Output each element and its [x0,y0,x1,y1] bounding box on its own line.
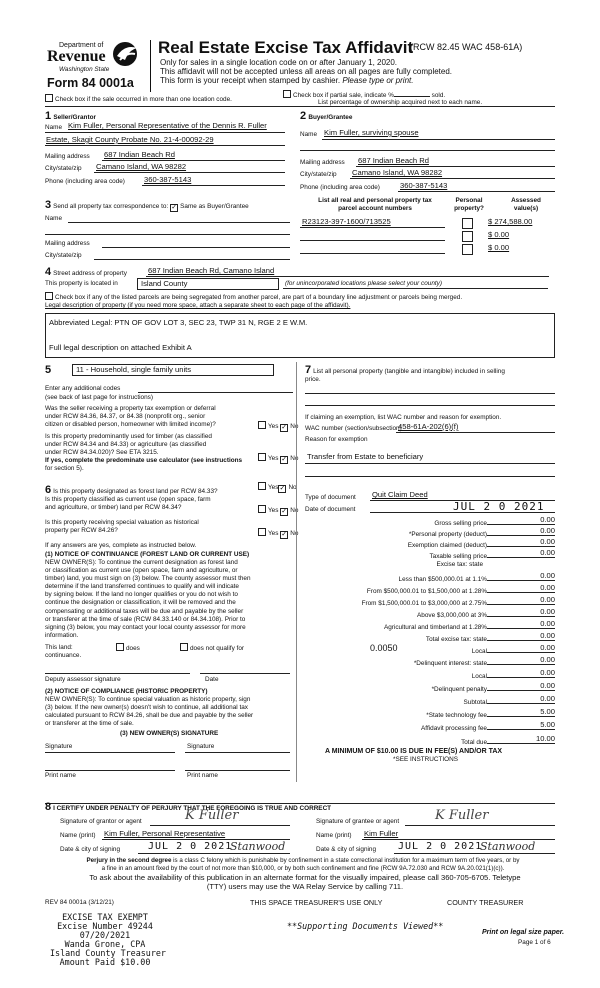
sec3-text: Send all property tax correspondence to: [53,203,169,210]
grantee-city[interactable]: Stanwood [480,840,536,853]
dept-label: Department of [59,42,104,49]
calc-label: Excise tax: state [436,561,483,568]
calc-value[interactable]: 0.00 [540,668,555,677]
doc-type-value[interactable]: Quit Claim Deed [372,490,428,499]
q1-yes-no[interactable] [258,421,298,432]
assessed-value-1[interactable]: $ 274,588.00 [488,217,533,226]
calc-label: Agricultural and timberland at 1.28% [383,624,487,631]
current-use-question [45,496,211,512]
calc-value[interactable]: 0.00 [540,607,555,616]
forest-yes-checkbox[interactable] [258,482,266,490]
n2-line: NEW OWNER(S): To continue special valuation as historic property, sign [45,696,251,703]
q2-line-a: Is this property predominantly used for timber (as classified [45,433,212,440]
buyer-mail-value[interactable]: 687 Indian Beach Rd [358,156,429,165]
q1-line-b: under RCW 84.36, 84.37, or 84.38 (nonprofit org., senior [45,413,206,420]
tax-calculation [305,516,555,781]
parcel-col-line1: List all real and personal property tax [318,197,432,204]
notice-continuance-title: (1) NOTICE OF CONTINUANCE (FOREST LAND OR CURRENT USE) [45,551,250,558]
historic-yes-no[interactable] [258,528,298,539]
exemption-reason-value[interactable]: Transfer from Estate to beneficiary [307,452,424,461]
seller-name-label: Name [45,124,63,131]
personal-property-checkbox-1[interactable] [462,218,473,229]
grantor-date-stamp[interactable]: JUL 2 0 2021 [148,841,233,852]
calc-tech-fee [305,708,555,720]
land-does-not-option[interactable] [180,643,244,653]
assessed-column-header [500,197,552,213]
calc-label: *State technology fee [426,712,487,719]
segregated-checkbox[interactable] [45,292,53,300]
personal-col-line2: property? [454,205,484,212]
see-instructions: *SEE INSTRUCTIONS [393,756,458,763]
calc-delinq-penalty [305,682,555,694]
calc-label: Exemption claimed (deduct) [407,542,487,549]
stamp-line: Wanda Grone, CPA [64,939,146,949]
land-does-checkbox[interactable] [116,643,124,651]
seller-phone-value[interactable]: 360-387-5143 [144,175,192,184]
seller-city-label: City/state/zip [45,165,82,172]
n1-line: compensating or additional taxes will be due and payable by the seller [45,607,244,615]
buyer-name-label: Name [300,131,318,138]
grantee-date-stamp[interactable]: JUL 2 0 2021 [398,841,483,852]
current-use-yes-no[interactable] [258,505,298,516]
stamp-line: EXCISE TAX EXEMPT [62,912,148,922]
partial-list-note: List percentage of ownership acquired next to each name. [318,99,483,106]
section-2-heading: 2 Buyer/Grantee [300,110,353,122]
forest-no-checkbox[interactable]: ✓ [279,485,286,492]
q1-yes-checkbox[interactable] [258,421,266,429]
supporting-docs-stamp: **Supporting Documents Viewed** [287,921,444,931]
legal-paper-note: Print on legal size paper. [482,929,565,936]
perjury-bold: Perjury in the second degree [86,857,172,864]
calc-value[interactable]: 0.00 [540,631,555,640]
page-number: Page 1 of 6 [518,939,551,946]
grantor-signature-label: Signature of grantor or agent [60,818,142,825]
calc-value[interactable]: 0.00 [540,681,555,690]
q2-yes-no[interactable] [258,453,298,464]
n1-line: or transferer at the time of sale (RCW 84.33.140 or 84.34.108). Prior to [45,615,246,623]
calc-value[interactable]: 5.00 [540,720,555,729]
sec3-city-label: City/state/zip [45,252,82,259]
n1-line: NEW OWNER(S): To continue the current designation as forest land [45,559,238,566]
access-line-2: (TTY) users may use the WA Relay Service by calling 711. [206,881,404,891]
calc-label: Taxable selling price [429,553,487,560]
same-as-buyer-checkbox[interactable]: ✓ [171,204,178,211]
historic-yes-label: Yes [268,530,279,537]
calc-processing-fee [305,721,555,733]
wac-label: WAC number (section/subsection) [305,425,402,432]
doc-type-label: Type of document [305,494,356,501]
treasurer-stamp [50,912,166,967]
multi-location-checkbox-row[interactable] [45,94,232,104]
codes-note: (see back of last page for instructions) [45,394,153,401]
section-5-heading: 5 [45,364,52,376]
calc-label: Affidavit processing fee [421,725,487,732]
parcel-number[interactable]: R23123-397-1600/713525 [302,217,391,226]
calc-label: Gross selling price [434,520,487,527]
personal-property-checkbox-2[interactable] [462,231,473,242]
assessed-value-3[interactable]: $ 0.00 [488,243,510,252]
owner-print-name-2: Print name [187,772,218,779]
q2-line-b: under RCW 84.34 and 84.33) or agriculture (as classified [45,441,207,448]
timber-question [45,433,242,473]
header-divider [150,40,151,92]
calc-tier-2 [305,584,555,596]
unincorporated-note: (for unincorporated locations please select your county) [285,280,443,287]
n1-line: information. [45,631,79,639]
calc-value[interactable]: 10.00 [535,734,555,743]
section-4-heading: 4 Street address of property [45,266,127,278]
personal-col-line1: Personal [455,197,483,204]
revision-label: REV 84 0001a (3/12/21) [45,899,114,906]
calc-label: Total excise tax: state [425,636,487,643]
calc-value[interactable]: 0.00 [540,694,555,703]
calc-value[interactable]: 5.00 [540,707,555,716]
seller-name-value[interactable]: Kim Fuller, Personal Representative of the Dennis R. Fuller [68,121,267,130]
q1-yes-label: Yes [268,423,279,430]
land-does-not-checkbox[interactable] [180,643,188,651]
n1-line: determine if the land transferred continues to qualify and will indicate [45,583,239,591]
doc-date-label: Date of document [305,506,356,513]
personal-property-checkbox-3[interactable] [462,244,473,255]
current-use-no-checkbox[interactable]: ✓ [281,508,288,515]
notice-compliance-body [45,696,253,728]
notice-continuance-body [45,559,251,640]
calc-ag [305,620,555,632]
minimum-due-notice: A MINIMUM OF $10.00 IS DUE IN FEE(S) AND/OR TAX [325,748,503,755]
personal-column-header [451,197,487,213]
washington-state-label: Washington State [59,66,110,73]
sec7-text: List all personal property (tangible and intangible) included in selling [313,368,505,375]
county-treasurer-label: COUNTY TREASURER [447,898,524,907]
historic-no-label: No [290,530,299,537]
n2-line: or transferer at the time of sale. [45,720,134,728]
calc-label: From $500,000.01 to $1,500,000 at 1.28% [366,588,487,595]
stamp-line: Excise Number 49244 [57,921,153,931]
calc-tier-1 [305,572,555,584]
land-does-not-label: does not qualify for [190,645,244,652]
assessed-value-2[interactable]: $ 0.00 [488,230,510,239]
calc-value[interactable]: 0.00 [540,515,555,524]
calc-delinq-interest-local [305,669,555,681]
form-number: Form 84 0001a [47,76,134,90]
calc-total-due [305,735,555,747]
located-in-label: This property is located in [45,280,118,287]
stamp-line: 07/20/2021 [79,930,131,940]
q2-yes-label: Yes [268,455,279,462]
calc-value[interactable]: 0.00 [540,595,555,604]
assessed-col-line2: value(s) [513,205,539,212]
n1-line: by signing below. If the land no longer qualifies or you do not wish to [45,591,238,599]
owner-signature-label-2: Signature [187,743,215,750]
calc-subtotal [305,695,555,707]
sec7-text-2: price. [305,376,321,383]
calc-tier-3 [295,596,555,608]
section-6-q1: 6 Is this property designated as forest land per RCW 84.33? [45,484,218,496]
calc-value[interactable]: 0.00 [540,655,555,664]
buyer-phone-label: Phone (including area code) [300,184,380,191]
calc-value[interactable]: 0.00 [540,619,555,628]
seller-city-value[interactable]: Camano Island, WA 98282 [96,162,187,171]
sec3-name-label: Name [45,215,63,222]
seller-label: Seller/Grantor [53,114,96,121]
segregated-label: Check box if any of the listed parcels are being segregated from another parcel, are part of a boundary line adjustment or parcels being merged. [55,294,463,301]
calc-excise-state-heading [436,561,483,569]
n1-line: or classification as current use (open space, farm and agriculture, or [45,567,238,575]
form-title: Real Estate Excise Tax Affidavit [158,38,414,57]
buyer-city-label: City/state/zip [300,171,337,178]
parcel-column-header [300,197,450,213]
q2-yes-checkbox[interactable] [258,453,266,461]
deputy-signature-label: Deputy assessor signature [45,676,121,683]
calc-label: Total due [461,739,487,746]
certify-statement: I CERTIFY UNDER PENALTY OF PERJURY THAT THE FOREGOING IS TRUE AND CORRECT [53,805,332,812]
exemption-reason-label: Reason for exemption [305,436,368,443]
q-historic-a: Is this property receiving special valuation as historical [45,519,199,526]
wac-value[interactable]: 458-61A-202(6)(f) [398,422,459,431]
section-3-heading: 3 Send all property tax correspondence to: ✓ Same as Buyer/Grantee [45,199,249,211]
calc-total-state [305,632,555,644]
street-label: Street address of property [53,270,127,277]
seller-name-value-2[interactable]: Estate, Skagit County Probate No. 21-4-00092-29 [46,135,214,144]
calc-value[interactable]: 0.00 [540,583,555,592]
q2-line-c: under RCW 84.34.020)? See ETA 3215. [45,449,159,456]
q2-no-label: No [290,455,299,462]
land-does-label: does [126,645,140,652]
grantor-city[interactable]: Stanwood [230,840,286,853]
instruction-line-2: This affidavit will not be accepted unless all areas on all pages are fully completed. [160,67,453,76]
calc-label: Local [471,648,487,655]
stamp-line: Island County Treasurer [50,948,166,958]
grantee-name-label: Name (print) [316,832,352,839]
instruction-line-3 [160,76,413,85]
partial-sale-label: Check box if partial sale, indicate % [293,92,394,99]
perjury-text-2: a fine in an amount fixed by the court of not more than $10,000, or by both such confinement and fine (RCW 9A.72.030 and RCW 9A.20.021(1)(c)). [101,864,505,872]
deputy-date-label: Date [205,676,219,683]
q1-no-checkbox[interactable]: ✓ [281,424,288,431]
q-current-use-a: Is this property classified as current use (open space, farm [45,496,211,503]
calc-label: *Delinquent interest: state [413,660,487,667]
rcw-reference: (RCW 82.45 WAC 458-61A) [410,42,523,52]
land-use-select[interactable] [72,364,274,376]
n1-line: signing (3) below, you may contact your local county assessor for more [45,623,246,631]
historic-no-checkbox[interactable]: ✓ [281,531,288,538]
accessibility-notice [40,874,570,891]
grantor-date-label: Date & city of signing [60,846,121,853]
grantee-signature[interactable]: K Fuller [435,808,489,823]
q2-line-e: for section 5). [45,465,84,472]
q2-no-checkbox[interactable]: ✓ [281,456,288,463]
perjury-notice [38,857,568,872]
grantor-name-label: Name (print) [60,832,96,839]
yes-instructions: If any answers are yes, complete as instructed below. [45,542,197,549]
buyer-mail-label: Mailing address [300,159,345,166]
calc-label: Subtotal [463,699,487,706]
stamp-line: Amount Paid $10.00 [59,957,151,967]
calc-label: From $1,500,000.01 to $3,000,000 at 2.75% [361,600,487,607]
revenue-wordmark: Revenue [47,48,106,65]
property-street[interactable]: 687 Indian Beach Rd, Camano Island [148,266,275,275]
access-line-1: To ask about the availability of this publication in an alternate format for the visually impaired, please call 360-705-6705. Teletype [89,873,521,882]
n1-line: timber) land, you must sign on (3) below. The county assessor must then [45,575,251,583]
calc-taxable [305,549,555,561]
county-select[interactable] [137,278,279,290]
seller-mail-value[interactable]: 687 Indian Beach Rd [104,150,175,159]
calc-local [305,644,555,656]
grantor-name[interactable]: Kim Fuller, Personal Representative [104,829,226,838]
seller-mail-label: Mailing address [45,153,90,160]
calc-label: Local [471,673,487,680]
doc-date-stamp[interactable]: JUL 2 0 2021 [453,500,545,513]
calc-value[interactable]: 0.00 [540,643,555,652]
grantee-date-label: Date & city of signing [316,846,377,853]
section-8-heading: 8 I CERTIFY UNDER PENALTY OF PERJURY THAT THE FOREGOING IS TRUE AND CORRECT [45,801,332,813]
county-select-value: Island County [141,279,188,288]
land-does-option[interactable] [116,643,140,653]
q1-no-label: No [290,423,299,430]
exemption-question [45,405,216,429]
owner-print-name-1: Print name [45,772,76,779]
legal-description-1: Abbreviated Legal: PTN OF GOV LOT 3, SEC 23, TWP 31 N, RGE 2 E W.M. [49,318,308,327]
n2-line: (3) below. If the new owner(s) doesn't wish to continue, all additional tax [45,704,248,712]
same-as-buyer-label: Same as Buyer/Grantee [180,203,249,210]
owner-signature-label-1: Signature [45,743,73,750]
instruction-line-3-italic: Please type or print. [342,76,414,85]
dor-swirl-icon [111,40,143,68]
notice-compliance-title: (2) NOTICE OF COMPLIANCE (HISTORIC PROPERTY) [45,688,208,695]
calc-label: *Delinquent penalty [431,686,487,693]
multi-location-label: Check box if the sale occurred in more than one location code. [55,96,232,103]
calc-delinq-interest-state [305,656,555,668]
forest-yes-label: Yes [268,484,279,491]
legal-description-2: Full legal description on attached Exhibit A [49,343,192,352]
current-use-no-label: No [290,507,299,514]
multi-location-checkbox[interactable] [45,94,53,102]
q-current-use-b: and agriculture, or timber) land per RCW 84.34? [45,504,182,511]
instruction-line-3-text: This form is your receipt when stamped by cashier. [160,76,341,85]
forest-no-label: No [288,484,297,491]
partial-sale-checkbox[interactable] [283,90,291,98]
calc-value[interactable]: 0.00 [540,537,555,546]
assessed-col-line1: Assessed [511,197,541,204]
seller-phone-label: Phone (including area code) [45,178,125,185]
grantee-signature-label: Signature of grantee or agent [316,818,400,825]
treasurer-use-label: THIS SPACE TREASURER'S USE ONLY [250,898,383,907]
exemption-claim-label: If claiming an exemption, list WAC number and reason for exemption. [305,414,502,421]
calc-label: *Personal property (deduct) [408,531,487,538]
buyer-phone-value[interactable]: 360-387-5143 [400,181,448,190]
parcel-col-line2: parcel account numbers [338,205,412,212]
section-7-heading: 7 List all personal property (tangible and intangible) included in selling [305,364,505,376]
buyer-name-value[interactable]: Kim Fuller, surviving spouse [324,128,419,137]
q2-line-d: If yes, complete the predominate use calculator (see instructions [45,457,243,464]
segregated-checkbox-row[interactable] [45,292,462,302]
grantee-name[interactable]: Kim Fuller [364,829,399,838]
legal-desc-label: Legal description of property (if you need more space, attach a separate sheet to each page of the affidavit). [45,302,351,309]
calc-label: Less than $500,000.01 at 1.1% [398,576,487,583]
instruction-line-1: Only for sales in a single location code on or after January 1, 2020. [160,58,398,67]
calc-value[interactable]: 0.00 [540,526,555,535]
n2-line: calculated pursuant to RCW 84.26, shall be due and payable by the seller [45,712,254,720]
calc-value[interactable]: 0.00 [540,548,555,557]
grantor-signature[interactable]: K Fuller [185,808,239,823]
q-historic-b: property per RCW 84.26? [45,527,118,534]
partial-sold-label: sold. [431,92,446,99]
buyer-city-value[interactable]: Camano Island, WA 98282 [352,168,443,177]
this-land-label: This land: [45,644,73,651]
q1-line-a: Was the seller receiving a property tax exemption or deferral [45,405,216,412]
current-use-yes-label: Yes [268,507,279,514]
buyer-label: Buyer/Grantee [308,114,353,121]
sec3-mail-label: Mailing address [45,240,90,247]
current-use-yes-checkbox[interactable] [258,505,266,513]
forest-yes-no[interactable] [258,482,297,493]
q-forest-label: Is this property designated as forest land per RCW 84.33? [53,488,218,495]
section-1-heading: 1 Seller/Grantor [45,110,96,122]
calc-tier-4 [305,608,555,620]
q1-line-c: citizen or disabled person, homeowner with limited income)? [45,421,216,428]
calc-value[interactable]: 0.00 [540,571,555,580]
land-use-value: 11 - Household, single family units [76,365,192,374]
local-rate[interactable]: 0.0050 [370,643,398,653]
n1-line: continue the designation or classification, it will be removed and the [45,599,236,607]
perjury-text: is a class C felony which is punishable by confinement in a state correctional institution for a maximum term of five years, or by [173,857,520,864]
historic-question [45,519,199,535]
additional-codes-label: Enter any additional codes [45,385,121,392]
new-owner-signature-title: (3) NEW OWNER(S) SIGNATURE [120,730,219,737]
historic-yes-checkbox[interactable] [258,528,266,536]
continuance-label: continuance. [45,652,82,659]
calc-label: Above $3,000,000 at 3% [417,612,487,619]
